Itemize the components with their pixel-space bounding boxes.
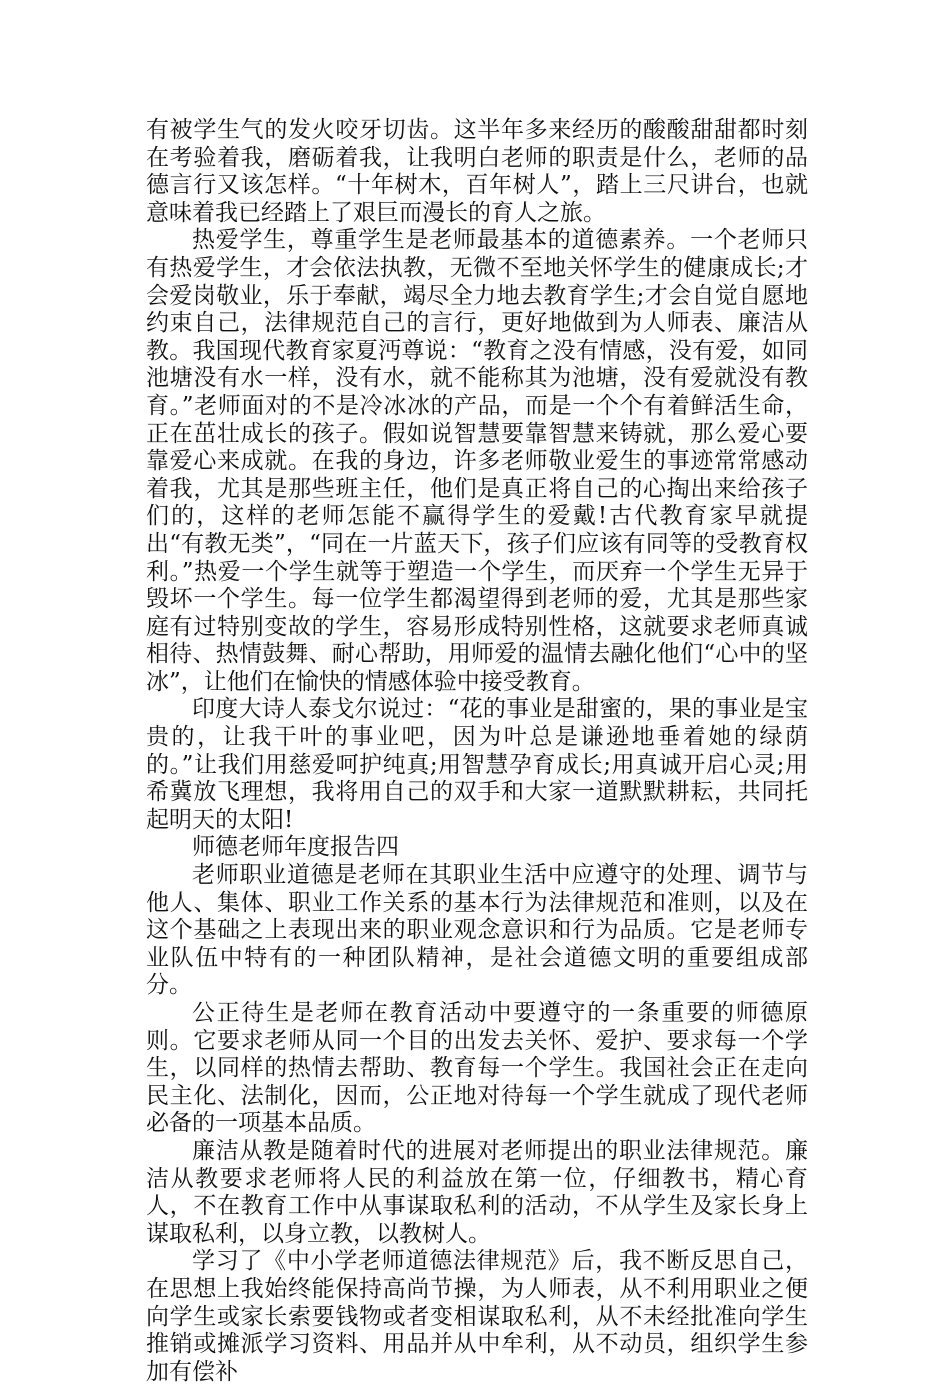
paragraph-fair-treatment: 公正待生是老师在教育活动中要遵守的一条重要的师德原则。它要求老师从同一个目的出发去关怀、爱护、要求每一个学生，以同样的热情去帮助、教育每一个学生。我国社会正在走向民主化、法制化，因而，公正地对待每一个学生就成了现代老师必备的一项基本品质。 (146, 1000, 808, 1137)
document-page (146, 117, 808, 1386)
paragraph-professional-ethics: 老师职业道德是老师在其职业生活中应遵守的处理、调节与他人、集体、职业工作关系的基本行为法律规范和准则，以及在这个基础之上表现出来的职业观念意识和行为品质。它是老师专业队伍中特有的一种团队精神，是社会道德文明的重要组成部分。 (146, 862, 808, 999)
section-heading: 师德老师年度报告四 (192, 834, 399, 861)
paragraph-love-students: 热爱学生，尊重学生是老师最基本的道德素养。一个老师只有热爱学生，才会依法执教，无微不至地关怀学生的健康成长;才会爱岗敬业，乐于奉献，竭尽全力地去教育学生;才会自觉自愿地约束自己，法律规范自己的言行，更好地做到为人师表、廉洁从教。我国现代教育家夏沔尊说：“教育之没有情感，没有爱，如同池塘没有水一样，没有水，就不能称其为池塘，没有爱就没有教育。”老师面对的不是冷冰冰的产品，而是一个个有着鲜活生命，正在茁壮成长的孩子。假如说智慧要靠智慧来铸就，那么爱心要靠爱心来成就。在我的身边，许多老师敬业爱生的事迹常常感动着我，尤其是那些班主任，他们是真正将自己的心掏出来给孩子们的，这样的老师怎能不赢得学生的爱戴!古代教育家早就提出“有教无类”，“同在一片蓝天下，孩子们应该有同等的受教育权利。”热爱一个学生就等于塑造一个学生，而厌弃一个学生无异于毁坏一个学生。每一位学生都渴望得到老师的爱，尤其是那些家庭有过特别变故的学生，容易形成特别性格，这就要求老师真诚相待、热情鼓舞、耐心帮助，用师爱的温情去融化他们“心中的坚冰”，让他们在愉快的情感体验中接受教育。 (146, 227, 808, 695)
paragraph-continuation: 有被学生气的发火咬牙切齿。这半年多来经历的酸酸甜甜都时刻在考验着我，磨砺着我，让我明白老师的职责是什么，老师的品德言行又该怎样。“十年树木，百年树人”，踏上三尺讲台，也就意味着我已经踏上了艰巨而漫长的育人之旅。 (146, 117, 808, 226)
paragraph-tagore-quote: 印度大诗人泰戈尔说过：“花的事业是甜蜜的，果的事业是宝贵的，让我干叶的事业吧，因为叶总是谦逊地垂着她的绿荫的。”让我们用慈爱呵护纯真;用智慧孕育成长;用真诚开启心灵;用希冀放飞理想，我将用自己的双手和大家一道默默耕耘，共同托起明天的太阳! (146, 696, 808, 833)
paragraph-reflection: 学习了《中小学老师道德法律规范》后，我不断反思自己，在思想上我始终能保持高尚节操，为人师表，从不利用职业之便向学生或家长索要钱物或者变相谋取私利，从不未经批准向学生推销或摊派学习资料、用品并从中牟利，从不动员，组织学生参加有偿补 (146, 1248, 808, 1385)
paragraph-integrity: 廉洁从教是随着时代的进展对老师提出的职业法律规范。廉洁从教要求老师将人民的利益放在第一位，仔细教书，精心育人，不在教育工作中从事谋取私利的活动，不从学生及家长身上谋取私利，以身立教，以教树人。 (146, 1137, 808, 1247)
